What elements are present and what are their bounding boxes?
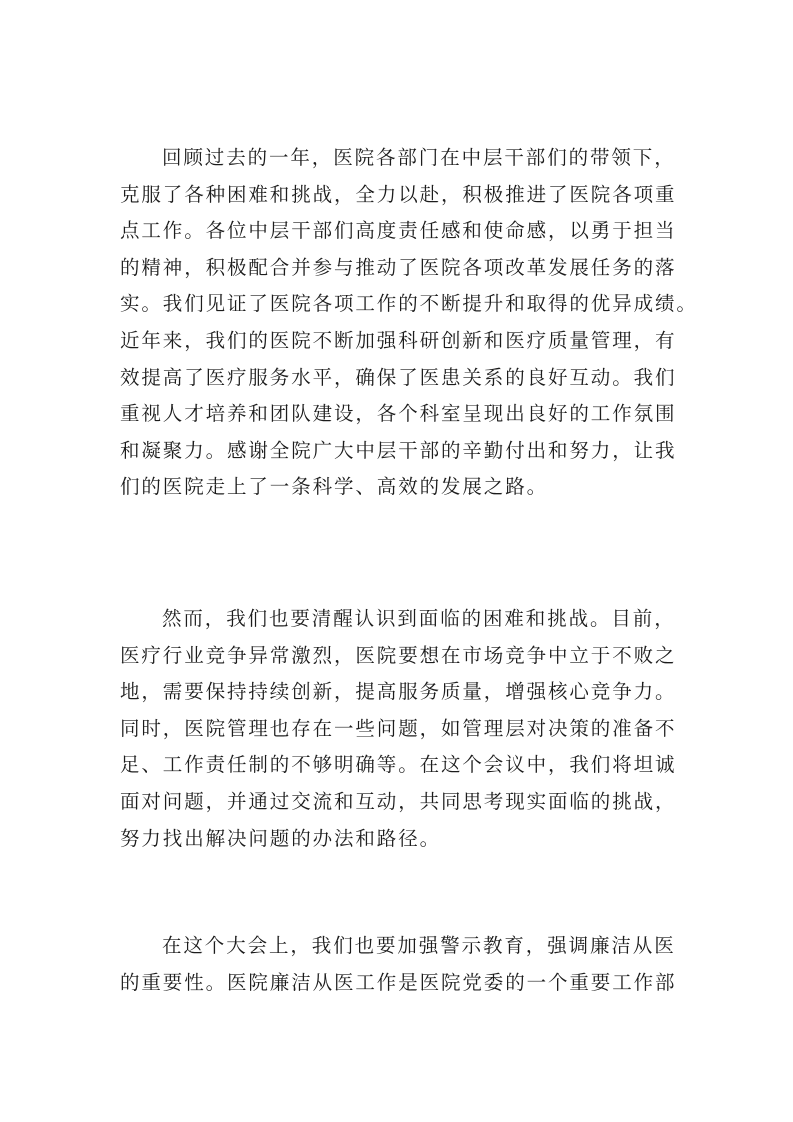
paragraph-line: 同时，医院管理也存在一些问题，如管理层对决策的准备不 <box>120 716 677 740</box>
paragraph-line: 克服了各种困难和挑战，全力以赴，积极推进了医院各项重 <box>120 182 677 206</box>
paragraph-line: 重视人才培养和团队建设，各个科室呈现出良好的工作氛围 <box>120 402 677 426</box>
paragraph-line: 面对问题，并通过交流和互动，共同思考现实面临的挑战， <box>120 789 677 813</box>
paragraph-line: 效提高了医疗服务水平，确保了医患关系的良好互动。我们 <box>120 365 677 389</box>
paragraph-line: 点工作。各位中层干部们高度责任感和使命感，以勇于担当 <box>120 219 677 243</box>
paragraph-line: 回顾过去的一年，医院各部门在中层干部们的带领下， <box>162 146 676 169</box>
paragraph-line: 实。我们见证了医院各项工作的不断提升和取得的优异成绩。 <box>120 292 698 316</box>
paragraph-line: 的重要性。医院廉洁从医工作是医院党委的一个重要工作部 <box>120 970 677 994</box>
paragraph-challenges <box>120 601 680 857</box>
paragraph-line: 和凝聚力。感谢全院广大中层干部的辛勤付出和努力，让我 <box>120 438 677 462</box>
paragraph-warning-education <box>120 928 680 1001</box>
paragraph-line: 地，需要保持持续创新，提高服务质量，增强核心竞争力。 <box>120 680 677 704</box>
paragraph-line: 们的医院走上了一条科学、高效的发展之路。 <box>120 475 549 499</box>
paragraph-review <box>120 140 698 506</box>
paragraph-line: 在这个大会上，我们也要加强警示教育，强调廉洁从医 <box>162 934 676 957</box>
paragraph-line: 近年来，我们的医院不断加强科研创新和医疗质量管理，有 <box>120 328 677 352</box>
paragraph-line: 医疗行业竞争异常激烈，医院要想在市场竞争中立于不败之 <box>120 643 677 667</box>
paragraph-line: 然而，我们也要清醒认识到面临的困难和挑战。目前， <box>162 607 676 630</box>
paragraph-line: 足、工作责任制的不够明确等。在这个会议中，我们将坦诚 <box>120 753 677 777</box>
paragraph-line: 的精神，积极配合并参与推动了医院各项改革发展任务的落 <box>120 255 677 279</box>
paragraph-line: 努力找出解决问题的办法和路径。 <box>120 826 442 850</box>
